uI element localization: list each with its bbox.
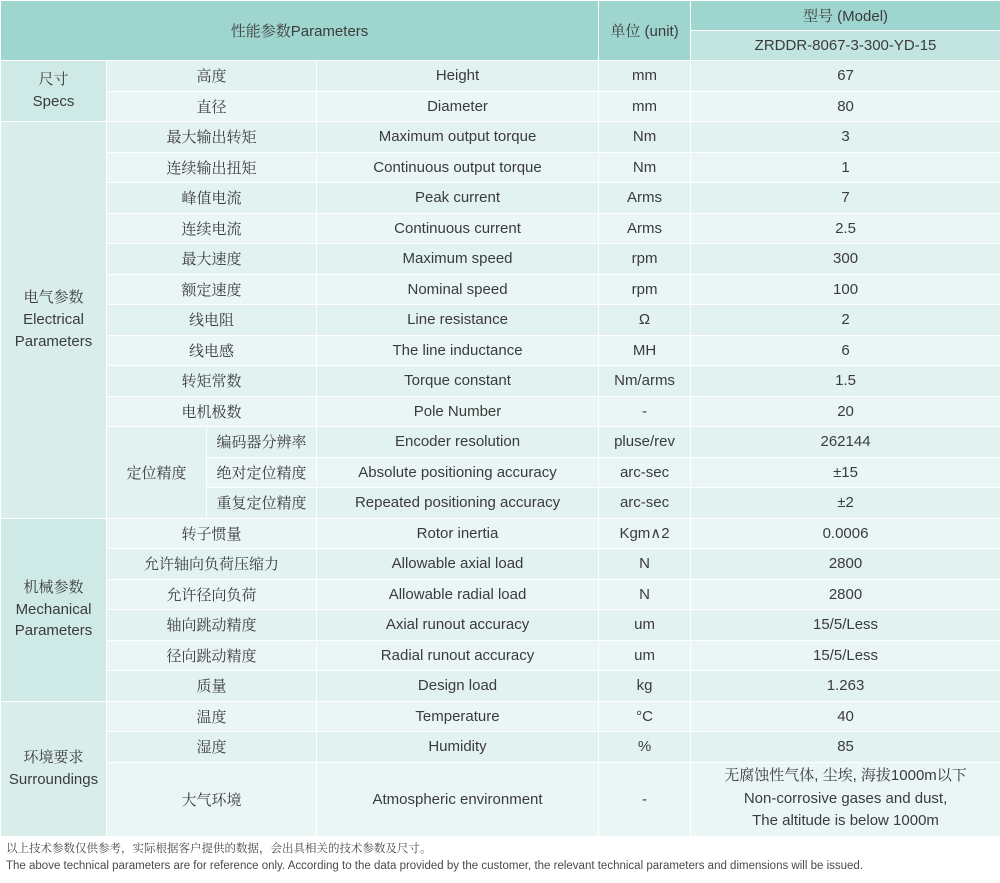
table-row	[1, 183, 1000, 214]
param-unit: arc-sec	[599, 488, 691, 519]
group-label-surroundings-cn: 环境要求	[23, 748, 84, 766]
param-name-cn: 高度	[107, 61, 317, 92]
footnote-cn: 以上技术参数仅供参考，实际根据客户提供的数据，会出具相关的技术参数及尺寸。	[6, 842, 432, 855]
param-name-cn: 额定速度	[107, 274, 317, 305]
param-value-line-3: The altitude is below 1000m	[752, 812, 939, 830]
param-name-en: Rotor inertia	[317, 518, 599, 549]
table-row	[1, 610, 1000, 641]
table-row	[1, 579, 1000, 610]
table-row	[1, 640, 1000, 671]
param-name-cn: 电机极数	[107, 396, 317, 427]
group-label-mechanical	[1, 518, 107, 701]
param-value: 100	[691, 274, 1000, 305]
param-name-en: Maximum speed	[317, 244, 599, 275]
param-value: 15/5/Less	[691, 640, 1000, 671]
param-name-cn: 湿度	[107, 732, 317, 763]
group-label-mechanical-cn: 机械参数	[23, 578, 84, 596]
param-unit: mm	[599, 91, 691, 122]
param-value: 300	[691, 244, 1000, 275]
param-name-cn: 转矩常数	[107, 366, 317, 397]
param-name-cn: 重复定位精度	[207, 488, 317, 519]
param-name-en: Continuous current	[317, 213, 599, 244]
param-value: 1.263	[691, 671, 1000, 702]
param-value: 20	[691, 396, 1000, 427]
group-label-mechanical-en-2: Parameters	[14, 622, 93, 640]
param-unit: arc-sec	[599, 457, 691, 488]
table-row	[1, 244, 1000, 275]
param-name-en: The line inductance	[317, 335, 599, 366]
param-unit: MH	[599, 335, 691, 366]
group-label-electrical-en-2: Parameters	[14, 332, 93, 350]
group-label-specs-en: Specs	[32, 93, 75, 110]
param-unit: Nm/arms	[599, 366, 691, 397]
group-label-electrical	[1, 122, 107, 519]
param-unit: Nm	[599, 152, 691, 183]
param-value: ±15	[691, 457, 1000, 488]
subgroup-label-positioning-accuracy: 定位精度	[107, 427, 207, 519]
param-value: 1	[691, 152, 1000, 183]
footnote-en: The above technical parameters are for reference only. According to the data provided by the customer, the relevant technical parameters and dimensions will be issued.	[6, 859, 864, 872]
param-unit: rpm	[599, 244, 691, 275]
header-model-title: 型号 (Model)	[691, 1, 1000, 31]
param-name-cn: 径向跳动精度	[107, 640, 317, 671]
table-row	[1, 335, 1000, 366]
param-unit: um	[599, 610, 691, 641]
group-label-electrical-cn: 电气参数	[23, 289, 84, 307]
param-name-en: Absolute positioning accuracy	[317, 457, 599, 488]
param-name-en: Height	[317, 61, 599, 92]
param-value: 67	[691, 61, 1000, 92]
header-model-value: ZRDDR-8067-3-300-YD-15	[691, 31, 1000, 61]
param-value	[691, 762, 1000, 836]
param-name-cn: 允许轴向负荷压缩力	[107, 549, 317, 580]
param-name-cn: 温度	[107, 701, 317, 732]
param-value: 2.5	[691, 213, 1000, 244]
param-value: 80	[691, 91, 1000, 122]
param-value: 7	[691, 183, 1000, 214]
param-name-en: Axial runout accuracy	[317, 610, 599, 641]
param-name-en: Diameter	[317, 91, 599, 122]
param-name-en: Radial runout accuracy	[317, 640, 599, 671]
param-unit: -	[599, 762, 691, 836]
param-name-en: Design load	[317, 671, 599, 702]
param-name-en: Continuous output torque	[317, 152, 599, 183]
param-unit: %	[599, 732, 691, 763]
param-unit: um	[599, 640, 691, 671]
param-name-cn: 最大速度	[107, 244, 317, 275]
param-name-en: Pole Number	[317, 396, 599, 427]
param-name-cn: 大气环境	[107, 762, 317, 836]
table-row	[1, 213, 1000, 244]
table-row	[1, 305, 1000, 336]
param-value: 85	[691, 732, 1000, 763]
param-name-cn: 质量	[107, 671, 317, 702]
param-unit: pluse/rev	[599, 427, 691, 458]
param-unit: Ω	[599, 305, 691, 336]
table-row	[1, 91, 1000, 122]
param-unit: Arms	[599, 213, 691, 244]
param-name-cn: 线电阻	[107, 305, 317, 336]
param-name-cn: 转子惯量	[107, 518, 317, 549]
param-unit: mm	[599, 61, 691, 92]
param-unit: N	[599, 549, 691, 580]
group-label-specs	[1, 61, 107, 122]
param-value: ±2	[691, 488, 1000, 519]
param-name-en: Torque constant	[317, 366, 599, 397]
group-label-surroundings	[1, 701, 107, 836]
table-row	[1, 396, 1000, 427]
footnote	[0, 837, 1000, 876]
param-value: 40	[691, 701, 1000, 732]
param-value: 2800	[691, 549, 1000, 580]
table-row	[1, 152, 1000, 183]
param-name-cn: 峰值电流	[107, 183, 317, 214]
header-parameters: 性能参数Parameters	[1, 1, 599, 61]
param-unit: Arms	[599, 183, 691, 214]
param-name-cn: 连续输出扭矩	[107, 152, 317, 183]
param-name-cn: 直径	[107, 91, 317, 122]
param-value: 6	[691, 335, 1000, 366]
param-value: 2	[691, 305, 1000, 336]
param-value: 0.0006	[691, 518, 1000, 549]
group-label-electrical-en-1: Electrical	[23, 310, 84, 328]
param-name-cn: 编码器分辨率	[207, 427, 317, 458]
param-unit: N	[599, 579, 691, 610]
table-row	[1, 762, 1000, 836]
table-row	[1, 366, 1000, 397]
param-name-cn: 绝对定位精度	[207, 457, 317, 488]
param-value: 1.5	[691, 366, 1000, 397]
table-header-row	[1, 1, 1000, 31]
param-name-en: Peak current	[317, 183, 599, 214]
param-name-en: Temperature	[317, 701, 599, 732]
param-name-cn: 轴向跳动精度	[107, 610, 317, 641]
table-row	[1, 732, 1000, 763]
param-name-en: Encoder resolution	[317, 427, 599, 458]
param-name-en: Humidity	[317, 732, 599, 763]
param-unit: Kgm∧2	[599, 518, 691, 549]
param-name-en: Repeated positioning accuracy	[317, 488, 599, 519]
param-value: 3	[691, 122, 1000, 153]
param-name-en: Maximum output torque	[317, 122, 599, 153]
param-name-cn: 连续电流	[107, 213, 317, 244]
table-row	[1, 274, 1000, 305]
param-value-line-1: 无腐蚀性气体, 尘埃, 海拔1000m以下	[724, 767, 967, 785]
param-value: 262144	[691, 427, 1000, 458]
param-value: 2800	[691, 579, 1000, 610]
table-row	[1, 122, 1000, 153]
param-name-en: Allowable radial load	[317, 579, 599, 610]
param-name-cn: 允许径向负荷	[107, 579, 317, 610]
param-unit: Nm	[599, 122, 691, 153]
table-row	[1, 61, 1000, 92]
param-name-cn: 最大输出转矩	[107, 122, 317, 153]
group-label-mechanical-en-1: Mechanical	[15, 600, 92, 618]
param-unit: kg	[599, 671, 691, 702]
group-label-surroundings-en: Surroundings	[8, 770, 99, 788]
param-unit: -	[599, 396, 691, 427]
param-name-en: Allowable axial load	[317, 549, 599, 580]
param-name-en: Line resistance	[317, 305, 599, 336]
table-row	[1, 518, 1000, 549]
param-name-cn: 线电感	[107, 335, 317, 366]
param-name-en: Nominal speed	[317, 274, 599, 305]
table-row	[1, 549, 1000, 580]
group-label-specs-cn: 尺寸	[38, 71, 69, 89]
param-unit: rpm	[599, 274, 691, 305]
param-value-line-2: Non-corrosive gases and dust,	[743, 789, 948, 807]
param-value: 15/5/Less	[691, 610, 1000, 641]
header-unit: 单位 (unit)	[599, 1, 691, 61]
param-name-en: Atmospheric environment	[317, 762, 599, 836]
table-row	[1, 671, 1000, 702]
table-row	[1, 427, 1000, 458]
param-unit: °C	[599, 701, 691, 732]
table-row	[1, 701, 1000, 732]
